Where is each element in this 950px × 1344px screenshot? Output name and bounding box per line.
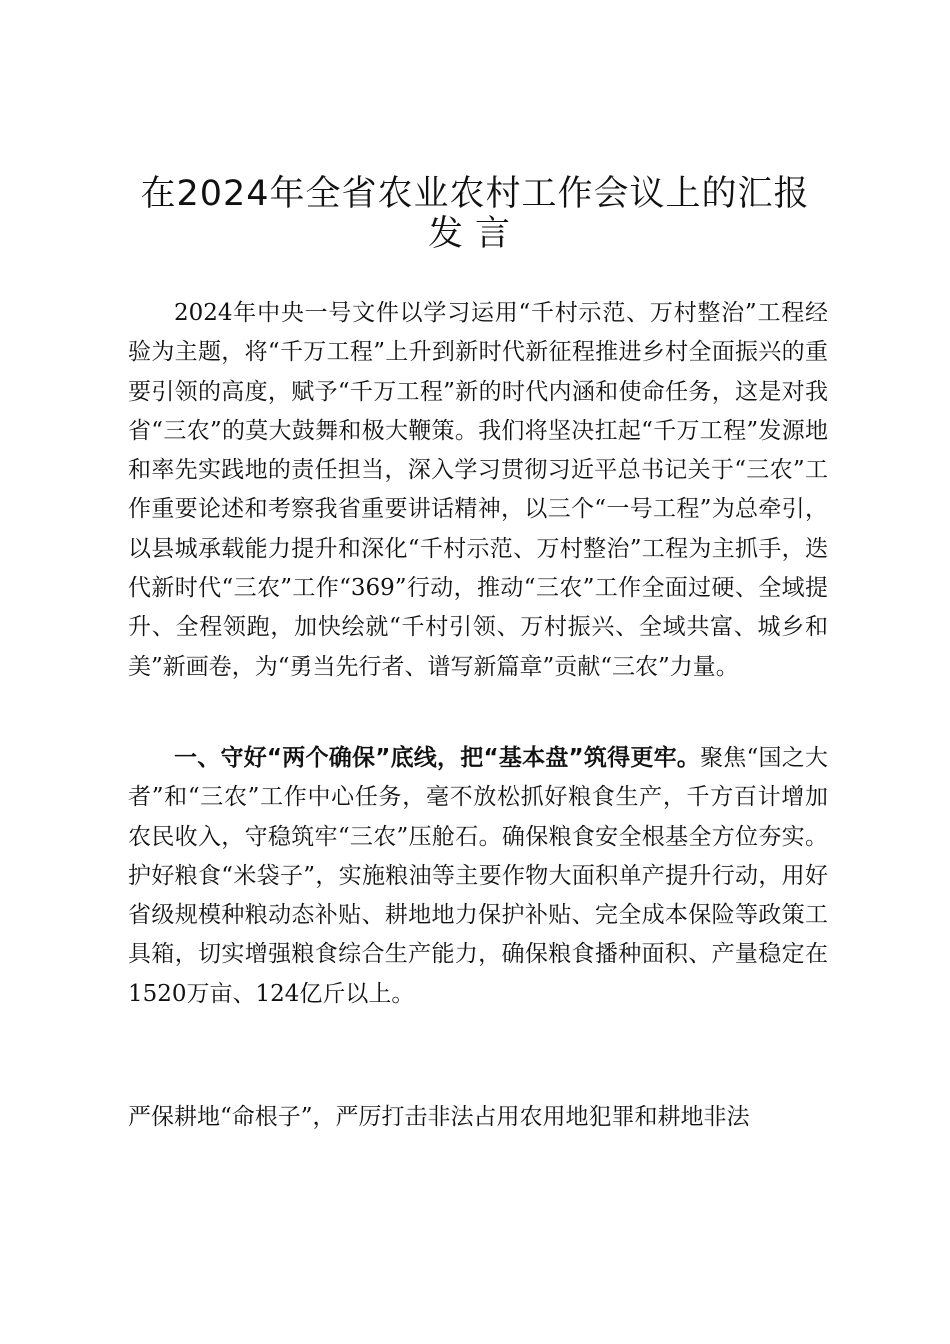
body-paragraph-intro [128,294,828,687]
paragraph-text: 2024年中央一号文件以学习运用“千村示范、万村整治”工程经验为主题，将“千万工程”上升到新时代新征程推进乡村全面振兴的重要引领的高度，赋予“千万工程”新的时代内涵和使命任务，这是对我省“三农”的莫大鼓舞和极大鞭策。我们将坚决扛起“千万工程”发源地和率先实践地的责任担当，深入学习贯彻习近平总书记关于“三农”工作重要论述和考察我省重要讲话精神，以三个“一号工程”为总牵引，以县城承载能力提升和深化“千村示范、万村整治”工程为主抓手，迭代新时代“三农”工作“369”行动，推动“三农”工作全面过硬、全域提升、全程领跑，加快绘就“千村引领、万村振兴、全域共富、城乡和美”新画卷，为“勇当先行者、谱写新篇章”贡献“三农”力量。 [128,300,828,680]
paragraph-text: 严保耕地“命根子”，严厉打击非法占用农用地犯罪和耕地非法 [128,1104,750,1130]
body-paragraph-section-1 [128,739,828,1014]
paragraph-text: 聚焦“国之大者”和“三农”工作中心任务，毫不放松抓好粮食生产，千方百计增加农民收入，守稳筑牢“三农”压舱石。确保粮食安全根基全方位夯实。护好粮食“米袋子”，实施粮油等主要作物大面积单产提升行动，用好省级规模种粮动态补贴、耕地地力保护补贴、完全成本保险等政策工具箱，切实增强粮食综合生产能力，确保粮食播种面积、产量稳定在1520万亩、124亿斤以上。 [128,745,829,1007]
document-title-line-1: 在2024年全省农业农村工作会议上的汇报 [140,174,810,214]
section-heading: 一、守好“两个确保”底线，把“基本盘”筑得更牢。 [174,745,701,771]
body-paragraph-farmland [128,1098,828,1137]
document-title-line-2: 发言 [427,214,522,254]
